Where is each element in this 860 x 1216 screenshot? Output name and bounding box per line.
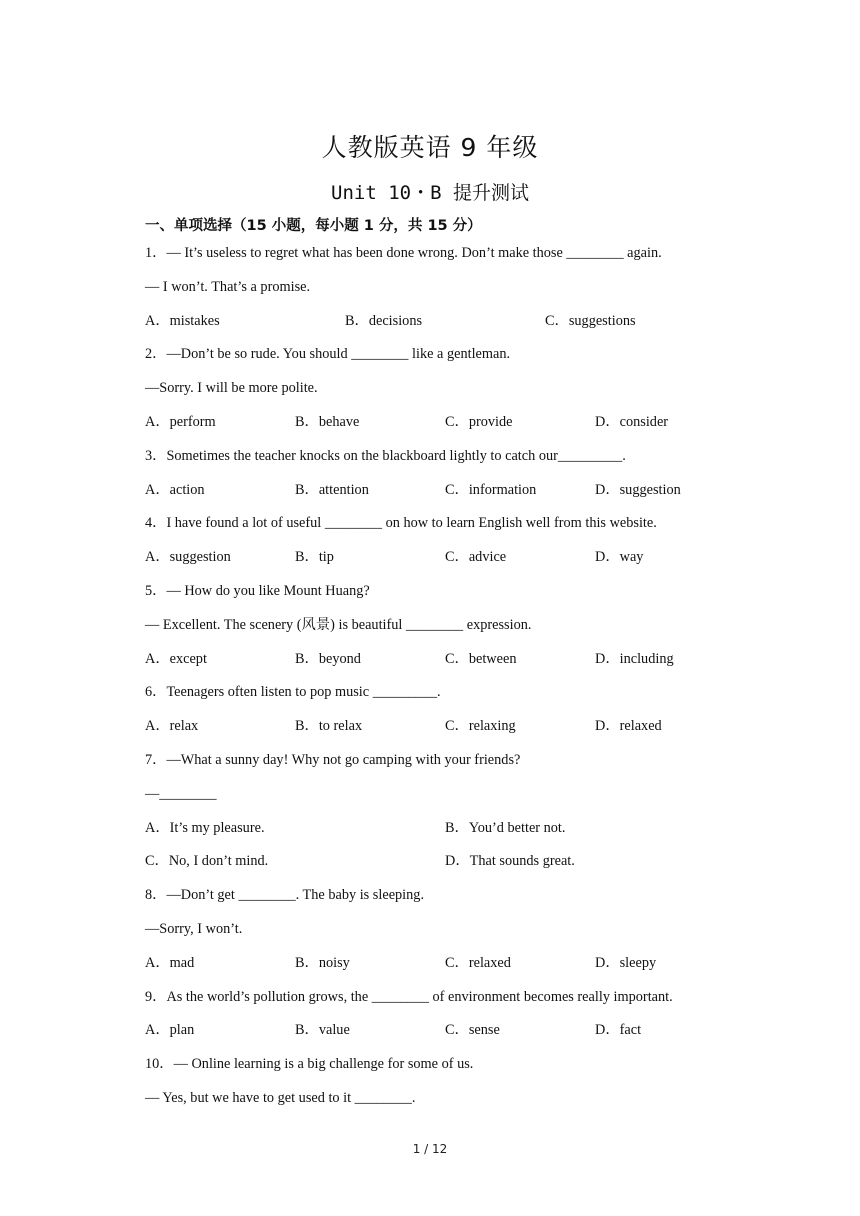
option-row	[145, 952, 745, 986]
question-line: —Sorry. I will be more polite.	[145, 380, 318, 397]
answer-option: C．sense	[445, 1022, 500, 1039]
answer-option: B．to relax	[295, 718, 363, 735]
option-row	[145, 411, 745, 445]
question-line: —________	[145, 785, 217, 802]
question-line: — Yes, but we have to get used to it ________.	[145, 1089, 416, 1106]
answer-option: D．relaxed	[595, 718, 662, 735]
option-row	[145, 817, 745, 851]
answer-option: B．value	[295, 1022, 350, 1039]
question-stem: 5．— How do you like Mount Huang?	[145, 582, 370, 599]
document-subtitle: Unit 10・B 提升测试	[331, 182, 529, 204]
answer-option: D．fact	[595, 1022, 642, 1039]
answer-option: B．noisy	[295, 954, 350, 971]
answer-option: D．consider	[595, 413, 669, 430]
answer-option: C．relaxed	[445, 954, 511, 971]
answer-option: C．No, I don’t mind.	[145, 853, 269, 870]
answer-option: B．beyond	[295, 650, 361, 667]
option-row	[145, 850, 745, 884]
answer-option: B．behave	[295, 413, 360, 430]
answer-option: D．That sounds great.	[445, 853, 575, 870]
question-stem: 9．As the world’s pollution grows, the ________ of environment becomes really important.	[145, 988, 673, 1005]
answer-option: C．between	[445, 650, 517, 667]
answer-option: A．mad	[145, 954, 195, 971]
answer-option: A．action	[145, 481, 205, 498]
answer-option: A．It’s my pleasure.	[145, 819, 265, 836]
answer-option: C．relaxing	[445, 718, 516, 735]
document-title: 人教版英语 9 年级	[321, 133, 539, 162]
question-stem: 4．I have found a lot of useful ________ on how to learn English well from this website.	[145, 515, 657, 532]
option-row	[145, 648, 745, 682]
question-stem: 10．— Online learning is a big challenge for some of us.	[145, 1056, 474, 1073]
answer-option: A．mistakes	[145, 312, 220, 329]
option-row	[145, 715, 745, 749]
answer-option: D．including	[595, 650, 674, 667]
answer-option: D．sleepy	[595, 954, 657, 971]
question-stem: 3．Sometimes the teacher knocks on the blackboard lightly to catch our_________.	[145, 447, 626, 464]
answer-option: D．suggestion	[595, 481, 681, 498]
answer-option: B．decisions	[345, 312, 423, 329]
question-stem: 7．—What a sunny day! Why not go camping with your friends?	[145, 751, 521, 768]
answer-option: C．advice	[445, 549, 507, 566]
answer-option: B．You’d better not.	[445, 819, 566, 836]
section-heading: 一、单项选择（15 小题，每小题 1 分，共 15 分）	[145, 218, 482, 234]
question-line: —Sorry, I won’t.	[145, 920, 243, 937]
option-row	[145, 546, 745, 580]
question-list	[145, 242, 745, 1121]
answer-option: B．tip	[295, 549, 334, 566]
question-line: — I won’t. That’s a promise.	[145, 278, 311, 295]
option-row	[145, 310, 745, 344]
option-row	[145, 479, 745, 513]
answer-option: C．information	[445, 481, 537, 498]
answer-option: A．perform	[145, 413, 216, 430]
page-number: 1 / 12	[412, 1142, 448, 1156]
answer-option: C．provide	[445, 413, 513, 430]
answer-option: A．suggestion	[145, 549, 231, 566]
answer-option: D．way	[595, 549, 644, 566]
answer-option: A．except	[145, 650, 207, 667]
question-stem: 8．—Don’t get ________. The baby is sleeping.	[145, 887, 425, 904]
answer-option: A．plan	[145, 1022, 195, 1039]
option-row	[145, 1019, 745, 1053]
question-stem: 2．—Don’t be so rude. You should ________ like a gentleman.	[145, 346, 511, 363]
answer-option: A．relax	[145, 718, 199, 735]
answer-option: C．suggestions	[545, 312, 636, 329]
question-stem: 1．— It’s useless to regret what has been done wrong. Don’t make those ________ again.	[145, 245, 662, 261]
question-stem: 6．Teenagers often listen to pop music _________.	[145, 684, 441, 701]
answer-option: B．attention	[295, 481, 369, 498]
question-line: — Excellent. The scenery (风景) is beautiful ________ expression.	[145, 616, 532, 633]
